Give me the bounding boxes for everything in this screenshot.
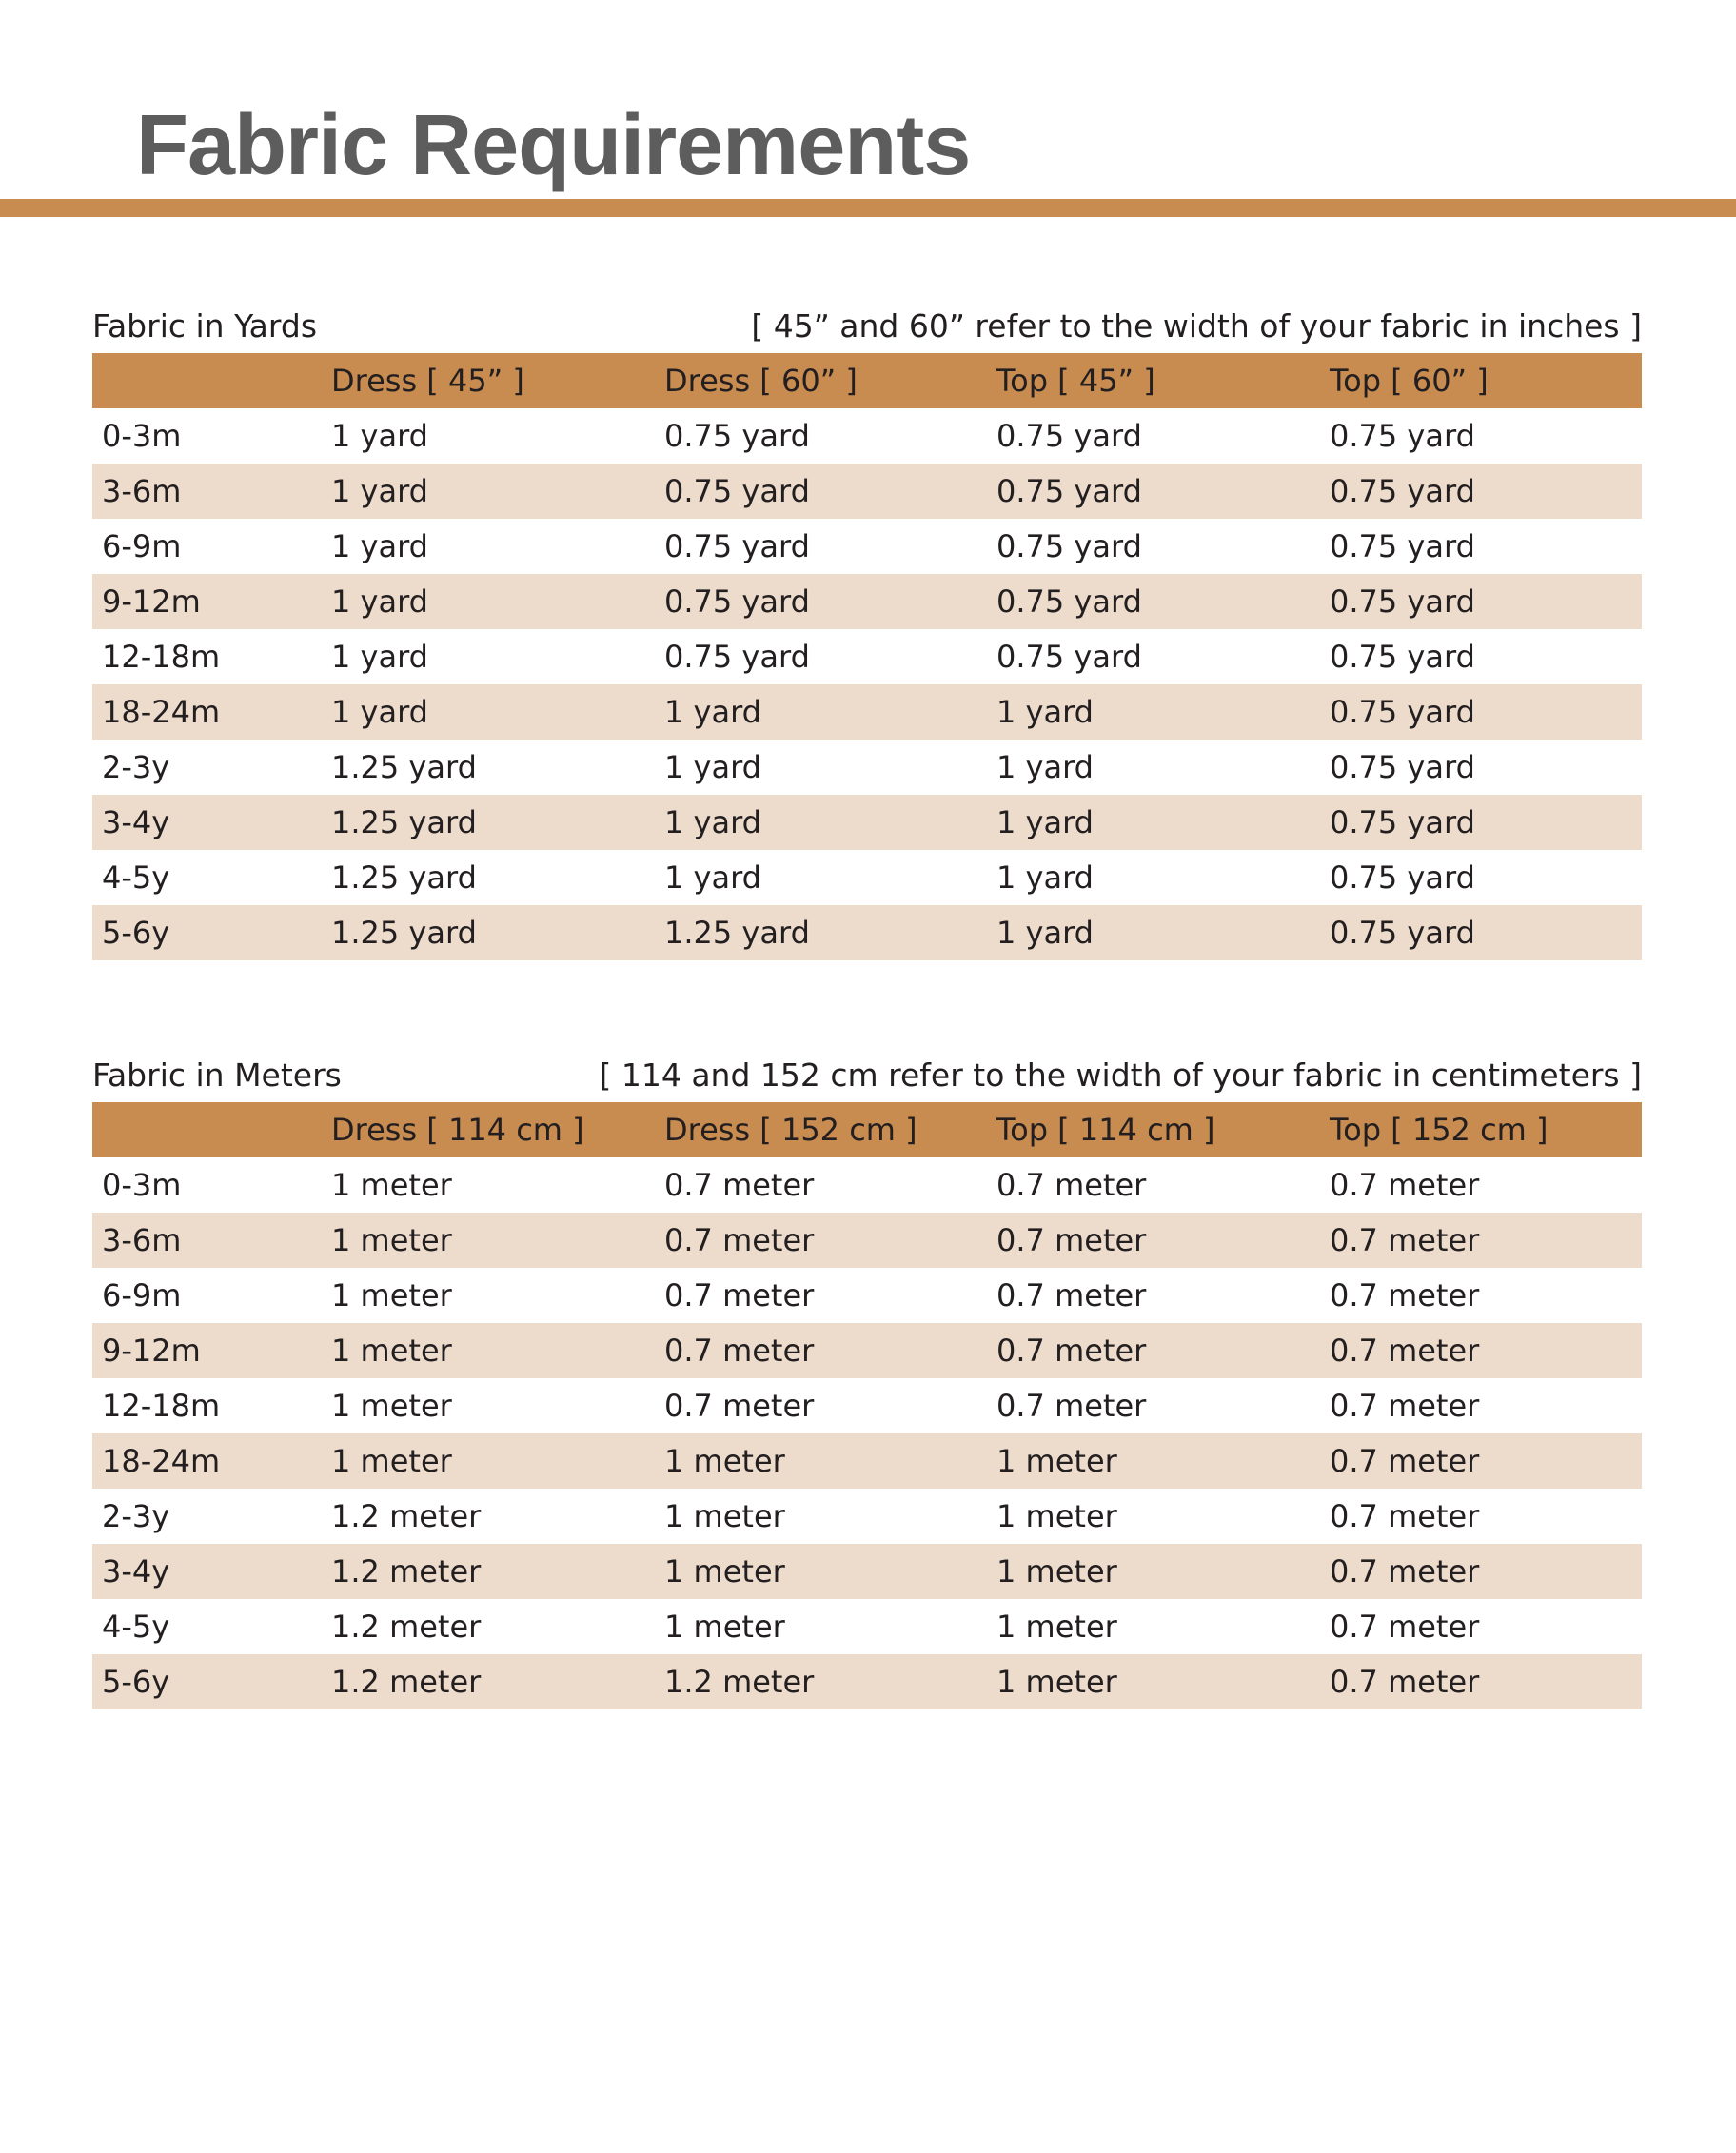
amount-cell: 1 meter (331, 1443, 452, 1479)
amount-cell: 1 meter (996, 1553, 1117, 1590)
column-header: Dress [ 60” ] (664, 363, 858, 399)
amount-cell: 1 yard (664, 859, 761, 896)
amount-cell: 0.75 yard (1330, 804, 1475, 840)
amount-cell: 0.75 yard (1330, 639, 1475, 675)
amount-cell: 1 yard (664, 694, 761, 730)
meters-caption: Fabric in Meters (92, 1057, 342, 1094)
amount-cell: 0.7 meter (664, 1388, 815, 1424)
table-row (92, 1157, 1642, 1213)
amount-cell: 0.7 meter (1330, 1388, 1480, 1424)
amount-cell: 1.25 yard (331, 859, 477, 896)
column-header: Top [ 60” ] (1330, 363, 1489, 399)
size-cell: 4-5y (102, 1609, 170, 1645)
amount-cell: 0.75 yard (664, 418, 810, 454)
table-row (92, 574, 1642, 629)
size-cell: 3-4y (102, 1553, 170, 1590)
amount-cell: 0.75 yard (664, 473, 810, 509)
amount-cell: 0.75 yard (1330, 473, 1475, 509)
table-row (92, 1433, 1642, 1489)
size-cell: 2-3y (102, 1498, 170, 1534)
amount-cell: 1.25 yard (331, 915, 477, 951)
accent-rule (0, 199, 1736, 217)
table-header-row (92, 1102, 1642, 1157)
amount-cell: 0.75 yard (996, 418, 1142, 454)
size-cell: 2-3y (102, 749, 170, 785)
amount-cell: 1 yard (331, 694, 428, 730)
size-cell: 0-3m (102, 1167, 182, 1203)
amount-cell: 0.7 meter (1330, 1167, 1480, 1203)
size-cell: 9-12m (102, 1333, 201, 1369)
table-row (92, 464, 1642, 519)
yards-caption-row (92, 302, 1642, 351)
size-cell: 12-18m (102, 639, 221, 675)
amount-cell: 1 meter (664, 1443, 785, 1479)
amount-cell: 1 yard (331, 583, 428, 620)
size-cell: 3-6m (102, 1222, 182, 1258)
amount-cell: 0.75 yard (996, 528, 1142, 564)
table-row (92, 629, 1642, 684)
column-header: Top [ 114 cm ] (996, 1112, 1215, 1148)
amount-cell: 0.7 meter (664, 1167, 815, 1203)
size-cell: 12-18m (102, 1388, 221, 1424)
amount-cell: 1 meter (664, 1609, 785, 1645)
amount-cell: 1 meter (331, 1277, 452, 1314)
amount-cell: 1 yard (664, 804, 761, 840)
amount-cell: 1.25 yard (331, 749, 477, 785)
amount-cell: 1 meter (331, 1167, 452, 1203)
yards-table (92, 353, 1642, 960)
amount-cell: 1 yard (664, 749, 761, 785)
size-cell: 18-24m (102, 694, 221, 730)
size-cell: 9-12m (102, 583, 201, 620)
amount-cell: 1 yard (331, 639, 428, 675)
header-size-cell (92, 1102, 322, 1157)
size-cell: 0-3m (102, 418, 182, 454)
size-cell: 6-9m (102, 528, 182, 564)
meters-caption-row (92, 1051, 1642, 1100)
table-row (92, 1599, 1642, 1654)
table-row (92, 850, 1642, 905)
amount-cell: 1 yard (996, 915, 1094, 951)
table-row (92, 1213, 1642, 1268)
amount-cell: 0.75 yard (996, 583, 1142, 620)
amount-cell: 0.7 meter (1330, 1222, 1480, 1258)
amount-cell: 1 yard (331, 528, 428, 564)
amount-cell: 0.7 meter (1330, 1443, 1480, 1479)
meters-section (92, 1051, 1642, 1709)
amount-cell: 0.7 meter (996, 1167, 1147, 1203)
amount-cell: 1 yard (996, 694, 1094, 730)
table-row (92, 519, 1642, 574)
amount-cell: 1 meter (996, 1664, 1117, 1700)
amount-cell: 1 meter (331, 1388, 452, 1424)
amount-cell: 0.75 yard (996, 473, 1142, 509)
yards-note: [ 45” and 60” refer to the width of your fabric in inches ] (751, 307, 1642, 345)
amount-cell: 1.2 meter (331, 1664, 482, 1700)
table-row (92, 684, 1642, 740)
page-title: Fabric Requirements (136, 98, 971, 193)
table-row (92, 795, 1642, 850)
amount-cell: 0.75 yard (1330, 583, 1475, 620)
table-row (92, 1323, 1642, 1378)
size-cell: 6-9m (102, 1277, 182, 1314)
amount-cell: 0.7 meter (664, 1333, 815, 1369)
amount-cell: 0.7 meter (1330, 1333, 1480, 1369)
amount-cell: 1.2 meter (331, 1609, 482, 1645)
amount-cell: 0.7 meter (1330, 1609, 1480, 1645)
amount-cell: 1 yard (996, 804, 1094, 840)
column-header: Dress [ 152 cm ] (664, 1112, 917, 1148)
amount-cell: 0.75 yard (664, 528, 810, 564)
amount-cell: 0.75 yard (1330, 528, 1475, 564)
amount-cell: 0.7 meter (1330, 1664, 1480, 1700)
amount-cell: 1.25 yard (664, 915, 810, 951)
table-row (92, 1654, 1642, 1709)
table-row (92, 1378, 1642, 1433)
amount-cell: 1.2 meter (331, 1498, 482, 1534)
amount-cell: 0.7 meter (664, 1222, 815, 1258)
amount-cell: 1 yard (331, 473, 428, 509)
table-row (92, 1268, 1642, 1323)
amount-cell: 1 meter (664, 1553, 785, 1590)
column-header: Top [ 45” ] (996, 363, 1155, 399)
amount-cell: 0.7 meter (664, 1277, 815, 1314)
amount-cell: 1 meter (996, 1498, 1117, 1534)
amount-cell: 0.75 yard (1330, 694, 1475, 730)
amount-cell: 0.75 yard (664, 583, 810, 620)
size-cell: 18-24m (102, 1443, 221, 1479)
column-header: Dress [ 45” ] (331, 363, 524, 399)
amount-cell: 1 meter (996, 1609, 1117, 1645)
amount-cell: 1 yard (331, 418, 428, 454)
header-size-cell (92, 353, 322, 408)
amount-cell: 1 meter (664, 1498, 785, 1534)
column-header: Top [ 152 cm ] (1330, 1112, 1549, 1148)
table-row (92, 1544, 1642, 1599)
amount-cell: 1 yard (996, 859, 1094, 896)
amount-cell: 0.7 meter (996, 1333, 1147, 1369)
size-cell: 5-6y (102, 1664, 170, 1700)
table-row (92, 1489, 1642, 1544)
amount-cell: 0.75 yard (1330, 749, 1475, 785)
table-row (92, 740, 1642, 795)
amount-cell: 0.75 yard (1330, 859, 1475, 896)
amount-cell: 0.7 meter (1330, 1553, 1480, 1590)
yards-section (92, 302, 1642, 960)
amount-cell: 0.7 meter (1330, 1498, 1480, 1534)
amount-cell: 0.7 meter (996, 1388, 1147, 1424)
size-cell: 3-4y (102, 804, 170, 840)
amount-cell: 0.75 yard (1330, 915, 1475, 951)
column-header: Dress [ 114 cm ] (331, 1112, 584, 1148)
amount-cell: 0.75 yard (996, 639, 1142, 675)
amount-cell: 0.7 meter (996, 1277, 1147, 1314)
amount-cell: 1.25 yard (331, 804, 477, 840)
amount-cell: 1 meter (996, 1443, 1117, 1479)
table-row (92, 905, 1642, 960)
table-row (92, 408, 1642, 464)
amount-cell: 0.7 meter (996, 1222, 1147, 1258)
amount-cell: 0.75 yard (1330, 418, 1475, 454)
table-header-row (92, 353, 1642, 408)
amount-cell: 0.7 meter (1330, 1277, 1480, 1314)
amount-cell: 1 meter (331, 1333, 452, 1369)
amount-cell: 1 yard (996, 749, 1094, 785)
size-cell: 4-5y (102, 859, 170, 896)
amount-cell: 1 meter (331, 1222, 452, 1258)
amount-cell: 1.2 meter (664, 1664, 815, 1700)
size-cell: 3-6m (102, 473, 182, 509)
meters-note: [ 114 and 152 cm refer to the width of your fabric in centimeters ] (599, 1057, 1642, 1094)
amount-cell: 0.75 yard (664, 639, 810, 675)
size-cell: 5-6y (102, 915, 170, 951)
amount-cell: 1.2 meter (331, 1553, 482, 1590)
meters-table (92, 1102, 1642, 1709)
yards-caption: Fabric in Yards (92, 307, 318, 345)
